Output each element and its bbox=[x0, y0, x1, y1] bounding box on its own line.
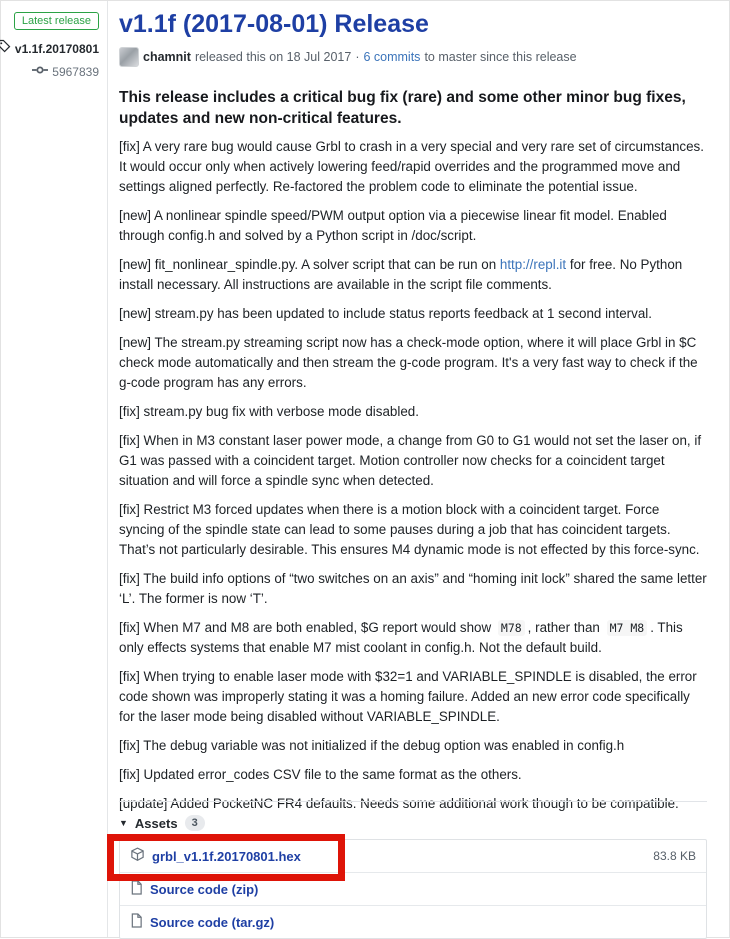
release-title[interactable]: v1.1f (2017-08-01) Release bbox=[119, 10, 429, 38]
note-text: [new] fit_nonlinear_spindle.py. A solver script that can be run on bbox=[119, 257, 500, 272]
assets-label: Assets bbox=[134, 815, 178, 831]
release-note: [fix] When trying to enable laser mode with $32=1 and VARIABLE_SPINDLE is disabled, the error code shown was improperly stating it was a homing failure. Added an new error code specifically for the laser mode being disabled without VARIABLE_SPINDLE. bbox=[119, 669, 697, 724]
release-byline bbox=[119, 47, 707, 67]
release-intro: This release includes a critical bug fix (rare) and some other minor bug fixes, updates and new non-critical features. bbox=[119, 89, 686, 127]
tag-name: v1.1f.20170801 bbox=[14, 41, 99, 56]
byline-dot: · bbox=[355, 50, 360, 64]
byline-text: released this on 18 Jul 2017 bbox=[194, 50, 352, 64]
release-note: [new] The stream.py streaming script now has a check-mode option, where it will place Grbl in $C check mode automatically and then stream the g-code program. It's a very fast way to check if the g-code program has any errors. bbox=[119, 335, 698, 390]
asset-download-link[interactable] bbox=[130, 913, 274, 931]
asset-file-name: Source code (zip) bbox=[150, 881, 259, 897]
assets-divider bbox=[119, 801, 707, 802]
asset-download-link[interactable] bbox=[130, 847, 301, 865]
assets-toggle[interactable] bbox=[119, 815, 707, 831]
asset-download-link[interactable] bbox=[130, 880, 258, 898]
release-note: [new] A nonlinear spindle speed/PWM output option via a piecewise linear fit model. Enabled through config.h and solved by a Python script in /doc/script. bbox=[119, 208, 667, 243]
inline-code: M7 M8 bbox=[607, 620, 648, 636]
assets-table bbox=[119, 839, 707, 939]
author-name[interactable]: chamnit bbox=[143, 50, 191, 64]
asset-row-targz bbox=[120, 905, 706, 938]
package-icon bbox=[130, 847, 145, 865]
byline-suffix: to master since this release bbox=[424, 50, 577, 64]
file-icon bbox=[130, 913, 143, 931]
commits-link[interactable]: 6 commits bbox=[363, 50, 421, 64]
commit-sha: 5967839 bbox=[52, 65, 99, 79]
note-text: [fix] When M7 and M8 are both enabled, $G report would show bbox=[119, 620, 495, 635]
commit-row bbox=[1, 63, 99, 81]
release-note: [new] stream.py has been updated to include status reports feedback at 1 second interval. bbox=[119, 306, 652, 321]
asset-row-hex bbox=[120, 840, 706, 872]
release-sidebar bbox=[1, 1, 108, 937]
latest-release-badge: Latest release bbox=[14, 12, 99, 30]
tag-icon bbox=[0, 39, 11, 58]
assets-count-badge: 3 bbox=[185, 815, 205, 831]
release-note: [fix] Updated error_codes CSV file to the same format as the others. bbox=[119, 767, 522, 782]
note-text: for free. No Python install necessary. All instructions are available in the script file comments. bbox=[119, 257, 683, 292]
asset-file-size: 83.8 KB bbox=[653, 849, 696, 863]
author-avatar[interactable] bbox=[119, 47, 139, 67]
release-note: [fix] When in M3 constant laser power mode, a change from G0 to G1 would not set the laser on, if G1 was passed with a coincident target. Motion controller now checks for a coincident target situation and will force a spindle sync when detected. bbox=[119, 433, 702, 488]
release-body bbox=[119, 1, 707, 811]
asset-file-name: Source code (tar.gz) bbox=[150, 914, 275, 930]
release-note: [fix] Restrict M3 forced updates when there is a motion block with a coincident target. Force syncing of the spindle state can lead to some pauses during a job that has coincident targets. That’s not particularly desirable. This ensures M4 dynamic mode is not effected by this force-sync. bbox=[119, 502, 700, 557]
release-notes bbox=[119, 137, 707, 814]
release-note: [fix] The build info options of “two switches on an axis” and “homing init lock” shared the same letter ‘L’. The former is now ‘T’. bbox=[119, 571, 707, 606]
release-note: [fix] A very rare bug would cause Grbl to crash in a very special and very rare set of circumstances. It would occur only when actively lowering feed/rapid overrides and the programmed move and settings aligned perfectly. Re-factored the problem code to eliminate the potential issue. bbox=[119, 139, 704, 194]
release-note bbox=[119, 618, 707, 658]
caret-down-icon: ▼ bbox=[119, 818, 128, 828]
asset-row-zip bbox=[120, 872, 706, 905]
repl-it-link[interactable]: http://repl.it bbox=[499, 257, 567, 272]
asset-file-name: grbl_v1.1f.20170801.hex bbox=[152, 848, 301, 864]
file-icon bbox=[130, 880, 143, 898]
release-note: [fix] The debug variable was not initialized if the debug option was enabled in config.h bbox=[119, 738, 625, 753]
note-text: . This only effects systems that enable M7 mist coolant in config.h. Not the default build. bbox=[119, 620, 683, 655]
inline-code: M78 bbox=[498, 620, 525, 636]
release-note bbox=[119, 255, 707, 295]
release-note: [fix] stream.py bug fix with verbose mode disabled. bbox=[119, 404, 419, 419]
note-text: , rather than bbox=[527, 620, 604, 635]
release-note: [update] Added PocketNC FR4 defaults. Needs some additional work though to be compatible. bbox=[119, 796, 679, 811]
assets-section bbox=[119, 801, 707, 939]
tag-row bbox=[1, 39, 99, 58]
commit-icon bbox=[32, 63, 48, 81]
